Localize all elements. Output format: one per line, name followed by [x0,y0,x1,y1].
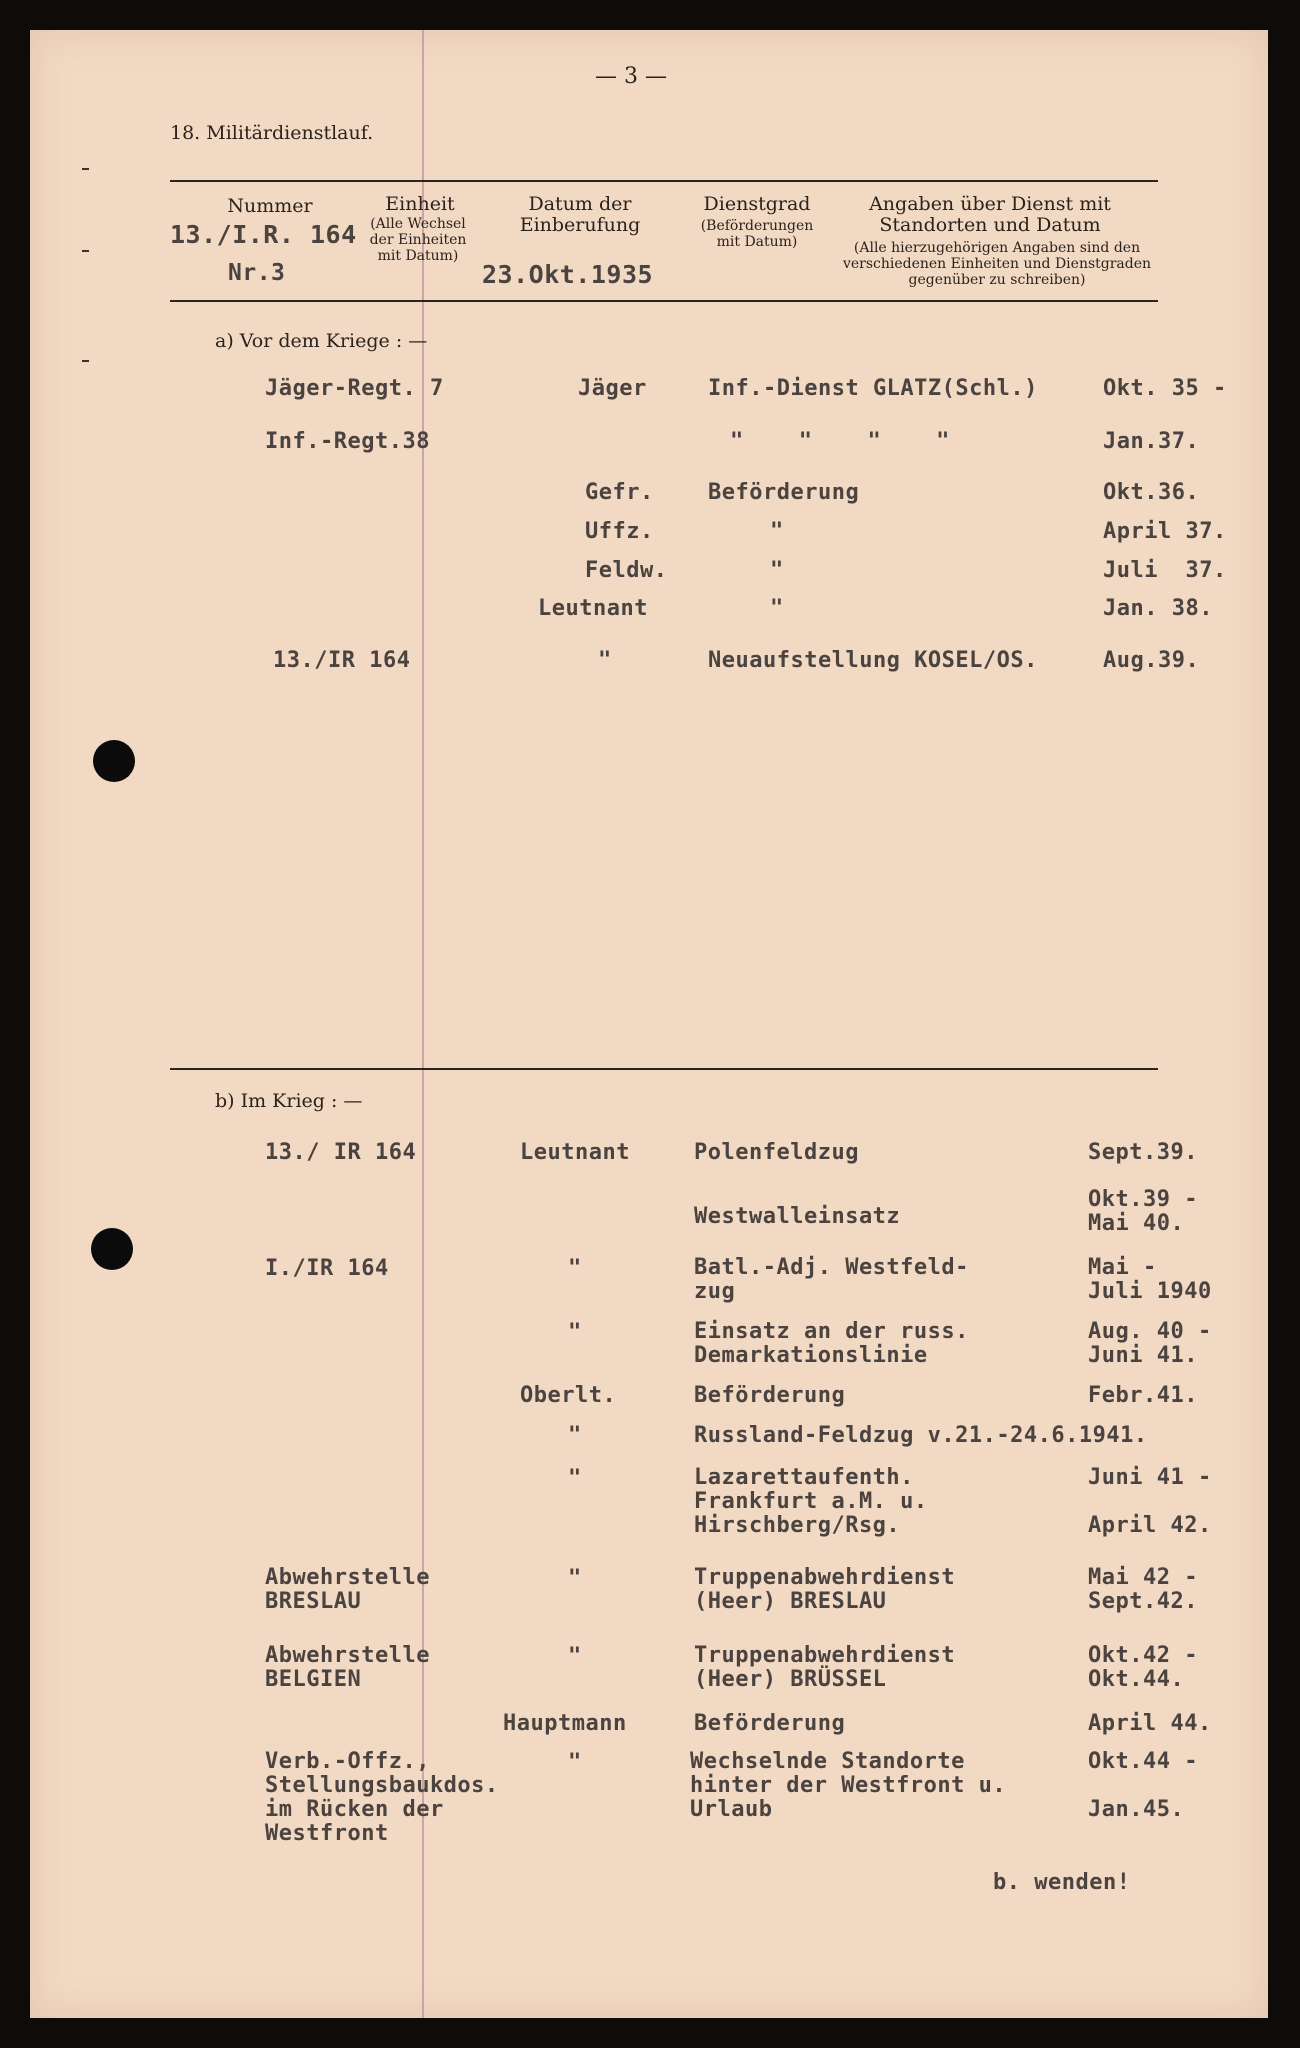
b-row6-angaben: Russland-Feldzug v.21.-24.6.1941. [694,1423,1148,1448]
b-row9-dienstgrad: " [568,1644,582,1669]
b-row4-dienstgrad: " [568,1320,582,1345]
b-row5-dienstgrad: Oberlt. [520,1383,617,1408]
b-row8-angaben: Truppenabwehrdienst (Heer) BRESLAU [694,1565,956,1614]
b-row8-dienstgrad: " [568,1566,582,1591]
typed-nummer: Nr.3 [228,260,286,286]
a-row3-dienstgrad: Gefr. [585,480,654,505]
header-top-rule [170,180,1158,182]
a-row1-dienstgrad: Jäger [578,376,647,401]
typed-einberufung-date: 23.Okt.1935 [482,260,654,289]
margin-line [422,30,424,2018]
b-row1-dienstgrad: Leutnant [520,1140,630,1165]
b-row2-angaben: Westwalleinsatz [694,1204,901,1229]
b-row5-angaben: Beförderung [694,1383,846,1408]
b-row9-einheit: Abwehrstelle BELGIEN [265,1643,430,1692]
b-row9-datum: Okt.42 - Okt.44. [1088,1643,1198,1692]
a-row4-datum: April 37. [1103,519,1227,544]
b-row7-angaben: Lazarettaufenth. Frankfurt a.M. u. Hirschberg/Rsg. [694,1465,928,1538]
a-row6-dienstgrad: Leutnant [538,596,648,621]
margin-tick [82,360,89,362]
b-row6-dienstgrad: " [568,1423,582,1448]
a-row6-angaben: " [770,596,784,621]
b-row11-angaben: Wechselnde Standorte hinter der Westfront u. Urlaub [690,1749,1007,1822]
a-row7-angaben: Neuaufstellung KOSEL/OS. [708,648,1038,673]
b-row3-dienstgrad: " [568,1256,582,1281]
header-einheit-note: (Alle Wechsel der Einheiten mit Datum) [369,216,467,264]
header-angaben-note: (Alle hierzugehörigen Angaben sind den verschiedenen Einheiten und Dienstgraden gegenüber zu schreiben) [842,240,1152,288]
turn-over-note: b. wenden! [993,1870,1131,1895]
b-row10-dienstgrad: Hauptmann [503,1711,627,1736]
b-row1-angaben: Polenfeldzug [694,1140,859,1165]
b-row7-datum: Juni 41 - April 42. [1088,1465,1212,1538]
b-row5-datum: Febr.41. [1088,1383,1198,1408]
a-row7-einheit: 13./IR 164 [273,648,411,673]
b-row10-angaben: Beförderung [694,1711,846,1736]
section-b-label: b) Im Krieg : — [215,1090,363,1112]
a-row3-datum: Okt.36. [1103,480,1200,505]
a-row7-datum: Aug.39. [1103,648,1200,673]
a-row5-angaben: " [770,558,784,583]
a-row2-datum: Jan.37. [1103,429,1200,454]
typed-nummer-unit: 13./I.R. 164 [170,220,357,249]
a-row2-angaben: " " " " [730,429,950,454]
b-row7-dienstgrad: " [568,1466,582,1491]
b-row2-datum: Okt.39 - Mai 40. [1088,1187,1198,1236]
a-row5-dienstgrad: Feldw. [585,558,668,583]
section-a-label: a) Vor dem Kriege : — [215,330,428,352]
header-angaben: Angaben über Dienst mit Standorten und Datum [869,193,1111,236]
a-row1-angaben: Inf.-Dienst GLATZ(Schl.) [708,376,1038,401]
margin-tick [82,250,89,252]
page-number: — 3 — [595,64,667,89]
a-row2-einheit: Inf.-Regt.38 [265,429,430,454]
b-row4-angaben: Einsatz an der russ. Demarkationslinie [694,1319,969,1368]
margin-tick [82,168,89,170]
b-row8-einheit: Abwehrstelle BRESLAU [265,1565,430,1614]
b-row1-einheit: 13./ IR 164 [265,1140,417,1165]
b-row3-angaben: Batl.-Adj. Westfeld- zug [694,1255,969,1304]
header-bottom-rule [170,300,1158,302]
punch-hole-top [93,740,135,782]
b-row8-datum: Mai 42 - Sept.42. [1088,1565,1198,1614]
b-row11-datum: Okt.44 - Jan.45. [1088,1749,1198,1822]
b-row10-datum: April 44. [1088,1711,1212,1736]
section-title: 18. Militärdienstlauf. [170,122,374,144]
b-row9-angaben: Truppenabwehrdienst (Heer) BRÜSSEL [694,1643,956,1692]
header-einheit: Einheit [385,193,455,215]
a-row5-datum: Juli 37. [1103,558,1227,583]
header-nummer: Nummer [227,195,313,217]
a-row4-angaben: " [770,519,784,544]
b-row4-datum: Aug. 40 - Juni 41. [1088,1319,1212,1368]
document-page [30,30,1268,2018]
header-dienstgrad: Dienstgrad [703,193,811,215]
section-b-rule [170,1068,1158,1070]
header-datum: Datum der Einberufung [519,193,641,236]
header-dienstgrad-note: (Beförderungen mit Datum) [700,218,814,250]
b-row11-einheit: Verb.-Offz., Stellungsbaukdos. im Rücken der Westfront [265,1749,499,1846]
b-row1-datum: Sept.39. [1088,1140,1198,1165]
punch-hole-bottom [91,1228,133,1270]
b-row3-einheit: I./IR 164 [265,1256,389,1281]
b-row3-datum: Mai - Juli 1940 [1088,1255,1212,1304]
a-row7-dienstgrad: " [598,648,612,673]
a-row3-angaben: Beförderung [708,480,860,505]
a-row1-datum: Okt. 35 - [1103,376,1227,401]
a-row1-einheit: Jäger-Regt. 7 [265,376,444,401]
a-row4-dienstgrad: Uffz. [585,519,654,544]
b-row11-dienstgrad: " [568,1750,582,1775]
a-row6-datum: Jan. 38. [1103,596,1213,621]
